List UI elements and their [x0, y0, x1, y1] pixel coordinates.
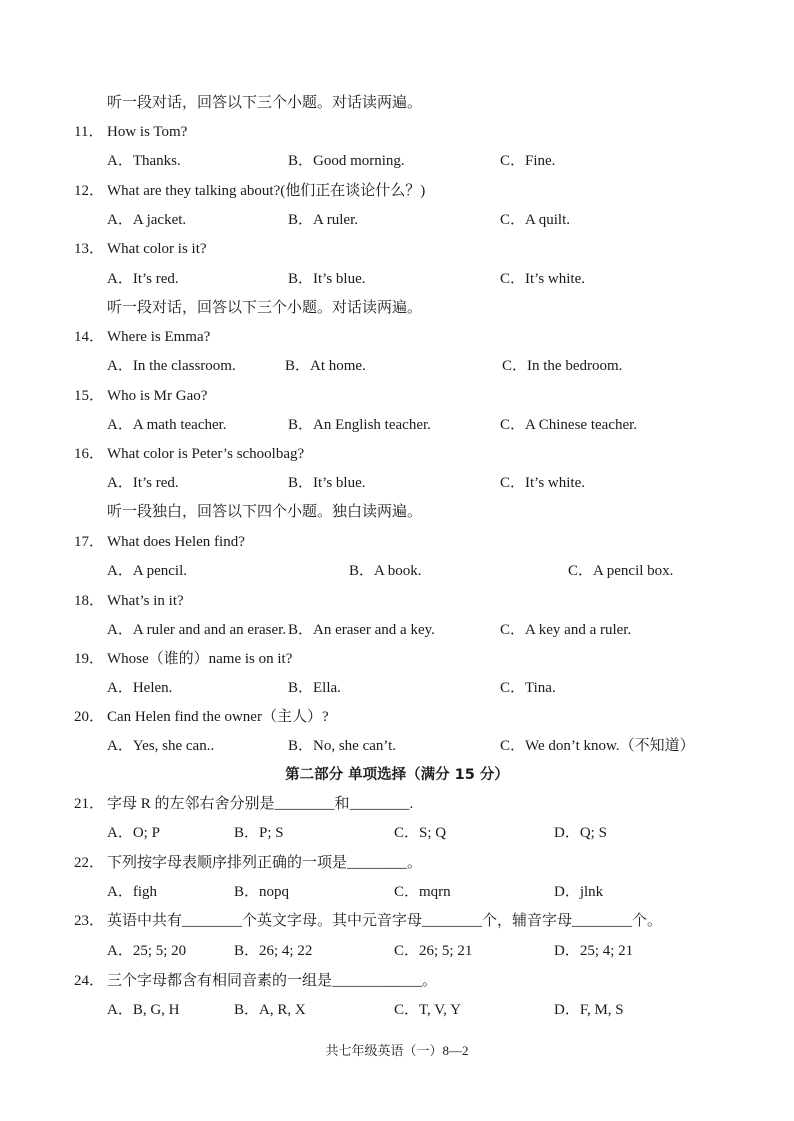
listening-instruction: [0, 501, 794, 523]
answer-options: [0, 735, 794, 757]
answer-option: D．25; 4; 21: [554, 943, 634, 959]
answer-option: B．An English teacher.: [288, 417, 431, 433]
answer-options: [0, 209, 794, 231]
answer-option: C．S; Q: [394, 825, 447, 841]
question-number: 17．: [74, 534, 105, 550]
answer-option: C．It’s white.: [500, 475, 585, 491]
answer-option: B．An eraser and a key.: [288, 622, 435, 638]
page-footer: 共七年级英语（一）8—2: [325, 1043, 469, 1058]
instruction-text: 听一段对话，回答以下三个小题。对话读两遍。: [107, 300, 423, 316]
answer-option: A．Thanks.: [107, 153, 181, 169]
answer-option: B．A book.: [349, 563, 422, 579]
answer-option: A．A jacket.: [107, 212, 187, 228]
answer-option: B．At home.: [285, 358, 366, 374]
answer-option: C．T, V, Y: [394, 1002, 461, 1018]
answer-options: [0, 472, 794, 494]
question-text: Who is Mr Gao?: [107, 388, 208, 404]
question-text: What are they talking about?(他们正在谈论什么？): [107, 183, 426, 199]
answer-option: C．26; 5; 21: [394, 943, 473, 959]
answer-option: A．B, G, H: [107, 1002, 180, 1018]
question-stem: [0, 852, 794, 874]
answer-option: A．It’s red.: [107, 271, 179, 287]
answer-options: [0, 940, 794, 962]
answer-option: B．P; S: [234, 825, 284, 841]
answer-option: C．We don’t know.（不知道）: [500, 738, 695, 754]
answer-option: A．It’s red.: [107, 475, 179, 491]
answer-option: B．No, she can’t.: [288, 738, 397, 754]
question-stem: [0, 385, 794, 407]
question-text: Where is Emma?: [107, 329, 211, 345]
answer-option: C．Fine.: [500, 153, 556, 169]
question-stem: [0, 793, 794, 815]
question-number: 20．: [74, 709, 105, 725]
listening-instruction: [0, 92, 794, 114]
answer-option: A．A ruler and and an eraser.: [107, 622, 287, 638]
question-text: What color is Peter’s schoolbag?: [107, 446, 305, 462]
answer-option: C．Tina.: [500, 680, 556, 696]
answer-option: C．A pencil box.: [568, 563, 674, 579]
listening-instruction: [0, 297, 794, 319]
answer-option: D．F, M, S: [554, 1002, 624, 1018]
question-stem: [0, 238, 794, 260]
answer-options: [0, 150, 794, 172]
answer-options: [0, 619, 794, 641]
instruction-text: 听一段独白，回答以下四个小题。独白读两遍。: [107, 504, 423, 520]
question-text: What color is it?: [107, 241, 207, 257]
answer-option: B．Ella.: [288, 680, 341, 696]
answer-option: C．A Chinese teacher.: [500, 417, 638, 433]
answer-option: B．It’s blue.: [288, 271, 366, 287]
question-stem: [0, 590, 794, 612]
question-number: 19．: [74, 651, 105, 667]
question-text: 英语中共有________个英文字母。其中元音字母________个，辅音字母________个。: [107, 913, 663, 929]
answer-option: C．A key and a ruler.: [500, 622, 632, 638]
answer-option: B．A, R, X: [234, 1002, 306, 1018]
answer-option: C．A quilt.: [500, 212, 571, 228]
answer-options: [0, 999, 794, 1021]
question-text: Whose（谁的）name is on it?: [107, 651, 293, 667]
answer-option: A．In the classroom.: [107, 358, 236, 374]
question-stem: [0, 531, 794, 553]
section-heading: 第二部分 单项选择（满分 15 分）: [285, 767, 509, 783]
answer-options: [0, 560, 794, 582]
question-number: 11．: [74, 124, 104, 140]
answer-options: [0, 355, 794, 377]
question-number: 21．: [74, 796, 105, 812]
answer-option: C．mqrn: [394, 884, 451, 900]
answer-option: A．Yes, she can..: [107, 738, 215, 754]
question-number: 13．: [74, 241, 105, 257]
question-number: 18．: [74, 593, 105, 609]
question-stem: [0, 326, 794, 348]
question-text: 三个字母都含有相同音素的一组是____________。: [107, 973, 438, 989]
question-number: 12．: [74, 183, 105, 199]
instruction-text: 听一段对话，回答以下三个小题。对话读两遍。: [107, 95, 423, 111]
answer-option: B．Good morning.: [288, 153, 405, 169]
answer-option: D．jlnk: [554, 884, 604, 900]
question-stem: [0, 648, 794, 670]
answer-option: B．nopq: [234, 884, 290, 900]
question-number: 24．: [74, 973, 105, 989]
answer-option: C．In the bedroom.: [502, 358, 623, 374]
question-text: 下列按字母表顺序排列正确的一项是________。: [107, 855, 423, 871]
question-number: 23．: [74, 913, 105, 929]
answer-option: B．A ruler.: [288, 212, 358, 228]
answer-options: [0, 881, 794, 903]
answer-options: [0, 677, 794, 699]
question-number: 14．: [74, 329, 105, 345]
question-number: 15．: [74, 388, 105, 404]
question-text: How is Tom?: [107, 124, 188, 140]
question-stem: [0, 706, 794, 728]
question-stem: [0, 180, 794, 202]
answer-option: C．It’s white.: [500, 271, 585, 287]
answer-option: A．O; P: [107, 825, 160, 841]
answer-option: A．25; 5; 20: [107, 943, 187, 959]
answer-option: D．Q; S: [554, 825, 607, 841]
answer-option: B．It’s blue.: [288, 475, 366, 491]
question-stem: [0, 443, 794, 465]
question-text: 字母 R 的左邻右舍分别是________和________.: [107, 796, 414, 812]
question-text: What does Helen find?: [107, 534, 245, 550]
answer-option: A．A math teacher.: [107, 417, 227, 433]
question-text: Can Helen find the owner（主人）?: [107, 709, 329, 725]
answer-option: A．A pencil.: [107, 563, 187, 579]
question-stem: [0, 910, 794, 932]
answer-option: B．26; 4; 22: [234, 943, 313, 959]
question-stem: [0, 970, 794, 992]
question-text: What’s in it?: [107, 593, 184, 609]
answer-options: [0, 268, 794, 290]
question-stem: [0, 121, 794, 143]
question-number: 22．: [74, 855, 105, 871]
answer-option: A．figh: [107, 884, 157, 900]
answer-option: A．Helen.: [107, 680, 173, 696]
question-number: 16．: [74, 446, 105, 462]
answer-options: [0, 822, 794, 844]
answer-options: [0, 414, 794, 436]
